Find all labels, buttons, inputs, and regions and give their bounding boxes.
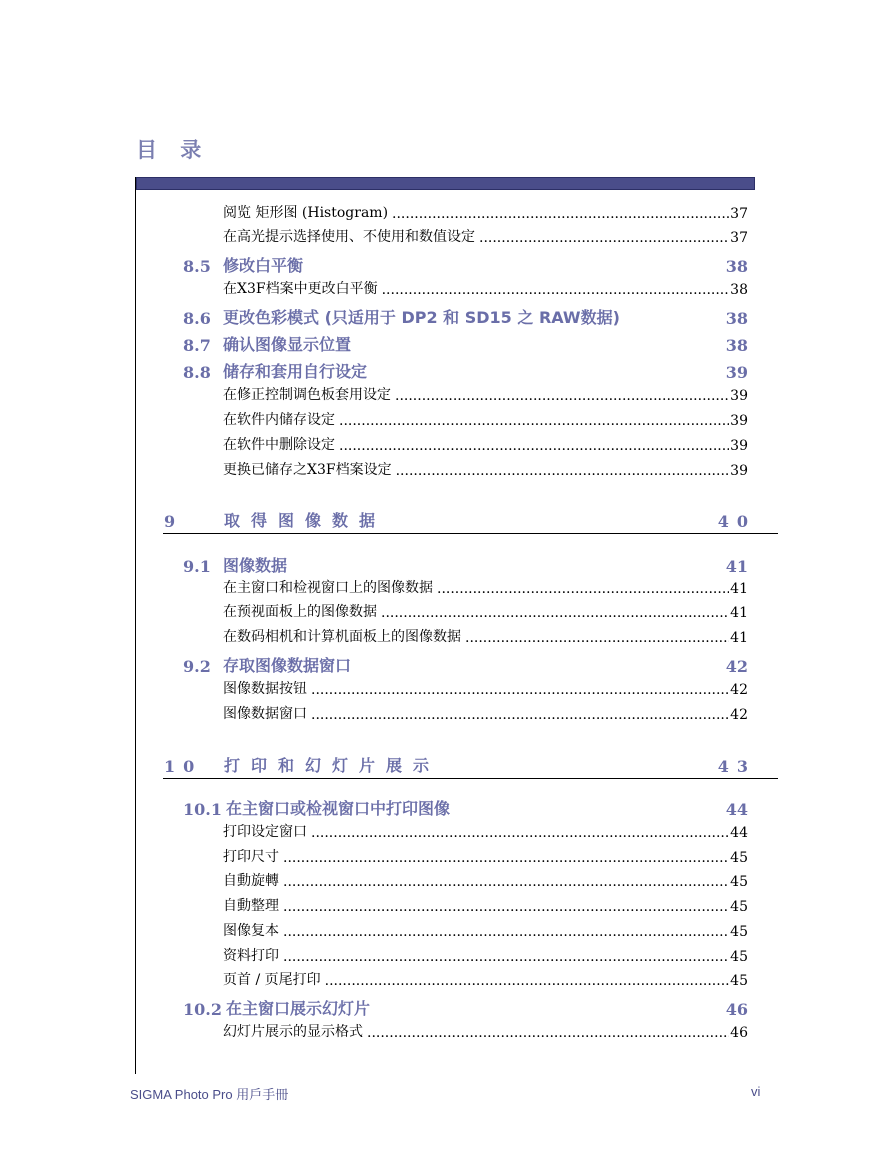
toc-chapter[interactable]: [164, 509, 756, 531]
toc-entry-label: 资料打印: [223, 948, 279, 964]
toc-entry-label: 阅览 矩形图 (Histogram): [223, 205, 389, 221]
toc-entry-page: 39: [730, 388, 748, 404]
section-number: 10.2: [183, 1000, 222, 1019]
chapter-number: 9: [164, 512, 184, 531]
toc-dot-leader: [311, 682, 729, 698]
toc-entry-label: 幻灯片展示的显示格式: [223, 1024, 363, 1040]
toc-entry[interactable]: [223, 918, 748, 940]
section-page: 42: [725, 657, 748, 676]
page-title: 目 录: [136, 138, 210, 162]
toc-entry-label: 自動旋轉: [223, 873, 279, 889]
toc-chapter[interactable]: [164, 754, 756, 776]
toc-entry-page: 39: [730, 463, 748, 479]
left-margin-line: [135, 177, 136, 1074]
section-page: 38: [725, 336, 748, 355]
chapter-title: 打印和幻灯片展示: [224, 756, 441, 775]
toc-entry[interactable]: [223, 276, 748, 298]
toc-dot-leader: [437, 581, 729, 597]
toc-entry-label: 在X3F档案中更改白平衡: [223, 281, 378, 297]
toc-entry[interactable]: [223, 407, 748, 429]
toc-dot-leader: [283, 850, 729, 866]
toc-section[interactable]: [183, 333, 748, 355]
section-number: 8.7: [183, 336, 211, 355]
toc-entry-label: 在软件中删除设定: [223, 437, 335, 453]
toc-dot-leader: [283, 949, 729, 965]
toc-section[interactable]: [183, 360, 748, 382]
section-title: 图像数据: [223, 556, 288, 575]
section-number: 8.5: [183, 257, 211, 276]
toc-entry[interactable]: [223, 1019, 748, 1041]
toc-dot-leader: [311, 825, 729, 841]
toc-entry-label: 更换已储存之X3F档案设定: [223, 462, 392, 478]
toc-entry[interactable]: [223, 868, 748, 890]
toc-entry-page: 41: [730, 630, 748, 646]
section-page: 41: [725, 557, 748, 576]
footer-page-number: vi: [751, 1084, 761, 1099]
toc-entry-label: 在高光提示选择使用、不使用和数值设定: [223, 229, 475, 245]
section-page: 38: [725, 309, 748, 328]
footer-manual-title: SIGMA Photo Pro 用戶手冊: [130, 1087, 289, 1102]
toc-entry[interactable]: [223, 432, 748, 454]
toc-entry-page: 45: [730, 899, 748, 915]
toc-dot-leader: [325, 973, 730, 989]
toc-dot-leader: [381, 605, 729, 621]
toc-entry-page: 38: [730, 282, 748, 298]
toc-dot-leader: [465, 630, 729, 646]
toc-dot-leader: [367, 1025, 729, 1041]
section-title: 确认图像显示位置: [223, 335, 352, 354]
toc-entry[interactable]: [223, 624, 748, 646]
toc-entry-page: 37: [730, 206, 748, 222]
toc-entry-page: 45: [730, 924, 748, 940]
toc-entry-page: 46: [730, 1025, 748, 1041]
section-number: 8.6: [183, 309, 211, 328]
toc-dot-leader: [479, 230, 729, 246]
chapter-page: 40: [717, 512, 756, 531]
toc-entry-page: 39: [730, 438, 748, 454]
toc-entry[interactable]: [223, 599, 748, 621]
toc-section[interactable]: [183, 554, 748, 576]
toc-entry[interactable]: [223, 967, 748, 989]
toc-entry[interactable]: [223, 575, 748, 597]
toc-entry[interactable]: [223, 457, 748, 479]
toc-entry[interactable]: [223, 200, 748, 222]
toc-dot-leader: [339, 413, 729, 429]
toc-entry-label: 页首 / 页尾打印: [223, 972, 321, 988]
toc-entry[interactable]: [223, 224, 748, 246]
chapter-rule: [163, 533, 778, 534]
chapter-page: 43: [717, 757, 756, 776]
section-page: 39: [725, 363, 748, 382]
section-title: 储存和套用自行设定: [223, 362, 368, 381]
section-number: 9.2: [183, 657, 211, 676]
toc-section[interactable]: [183, 306, 748, 328]
toc-dot-leader: [283, 899, 729, 915]
toc-entry-label: 在软件内储存设定: [223, 412, 335, 428]
toc-entry-label: 在预视面板上的图像数据: [223, 604, 377, 620]
section-title: 在主窗口或检视窗口中打印图像: [225, 799, 450, 818]
section-title: 存取图像数据窗口: [223, 656, 352, 675]
toc-entry-label: 打印尺寸: [223, 849, 279, 865]
toc-entry[interactable]: [223, 893, 748, 915]
toc-entry-page: 37: [730, 230, 748, 246]
toc-dot-leader: [283, 874, 729, 890]
toc-entry-label: 在主窗口和检视窗口上的图像数据: [223, 580, 433, 596]
toc-dot-leader: [392, 206, 729, 222]
toc-entry[interactable]: [223, 819, 748, 841]
chapter-number: 10: [164, 757, 203, 776]
toc-entry[interactable]: [223, 844, 748, 866]
section-number: 9.1: [183, 557, 211, 576]
toc-entry-page: 41: [730, 581, 748, 597]
toc-entry-label: 在修正控制调色板套用设定: [223, 387, 391, 403]
toc-entry-label: 打印设定窗口: [223, 824, 307, 840]
toc-entry[interactable]: [223, 701, 748, 723]
toc-dot-leader: [283, 924, 729, 940]
toc-dot-leader: [382, 282, 730, 298]
header-banner: [136, 177, 755, 190]
toc-entry-page: 39: [730, 413, 748, 429]
toc-entry-page: 42: [730, 707, 748, 723]
toc-dot-leader: [311, 707, 729, 723]
toc-entry-page: 45: [730, 850, 748, 866]
toc-dot-leader: [396, 463, 730, 479]
toc-entry[interactable]: [223, 382, 748, 404]
toc-section[interactable]: [183, 254, 748, 276]
section-number: 10.1: [183, 800, 222, 819]
section-page: 38: [725, 257, 748, 276]
toc-entry-label: 在数码相机和计算机面板上的图像数据: [223, 629, 461, 645]
toc-entry[interactable]: [223, 676, 748, 698]
toc-entry-page: 45: [730, 949, 748, 965]
toc-entry-page: 45: [730, 973, 748, 989]
section-title: 修改白平衡: [223, 256, 304, 275]
chapter-rule: [163, 778, 778, 779]
toc-section[interactable]: [183, 654, 748, 676]
toc-entry-label: 自動整理: [223, 898, 279, 914]
toc-entry-page: 44: [730, 825, 748, 841]
toc-entry[interactable]: [223, 943, 748, 965]
toc-entry-label: 图像复本: [223, 923, 279, 939]
section-title: 更改色彩模式 (只适用于 DP2 和 SD15 之 RAW数据): [223, 308, 620, 327]
toc-entry-page: 42: [730, 682, 748, 698]
toc-entry-page: 45: [730, 874, 748, 890]
toc-entry-label: 图像数据按钮: [223, 681, 307, 697]
section-page: 46: [725, 1000, 748, 1019]
section-page: 44: [725, 800, 748, 819]
toc-dot-leader: [395, 388, 729, 404]
toc-entry-page: 41: [730, 605, 748, 621]
section-title: 在主窗口展示幻灯片: [225, 999, 370, 1018]
toc-section[interactable]: [183, 797, 748, 819]
toc-dot-leader: [339, 438, 729, 454]
section-number: 8.8: [183, 363, 211, 382]
toc-entry-label: 图像数据窗口: [223, 706, 307, 722]
chapter-title: 取得图像数据: [224, 511, 387, 530]
toc-section[interactable]: [183, 997, 748, 1019]
